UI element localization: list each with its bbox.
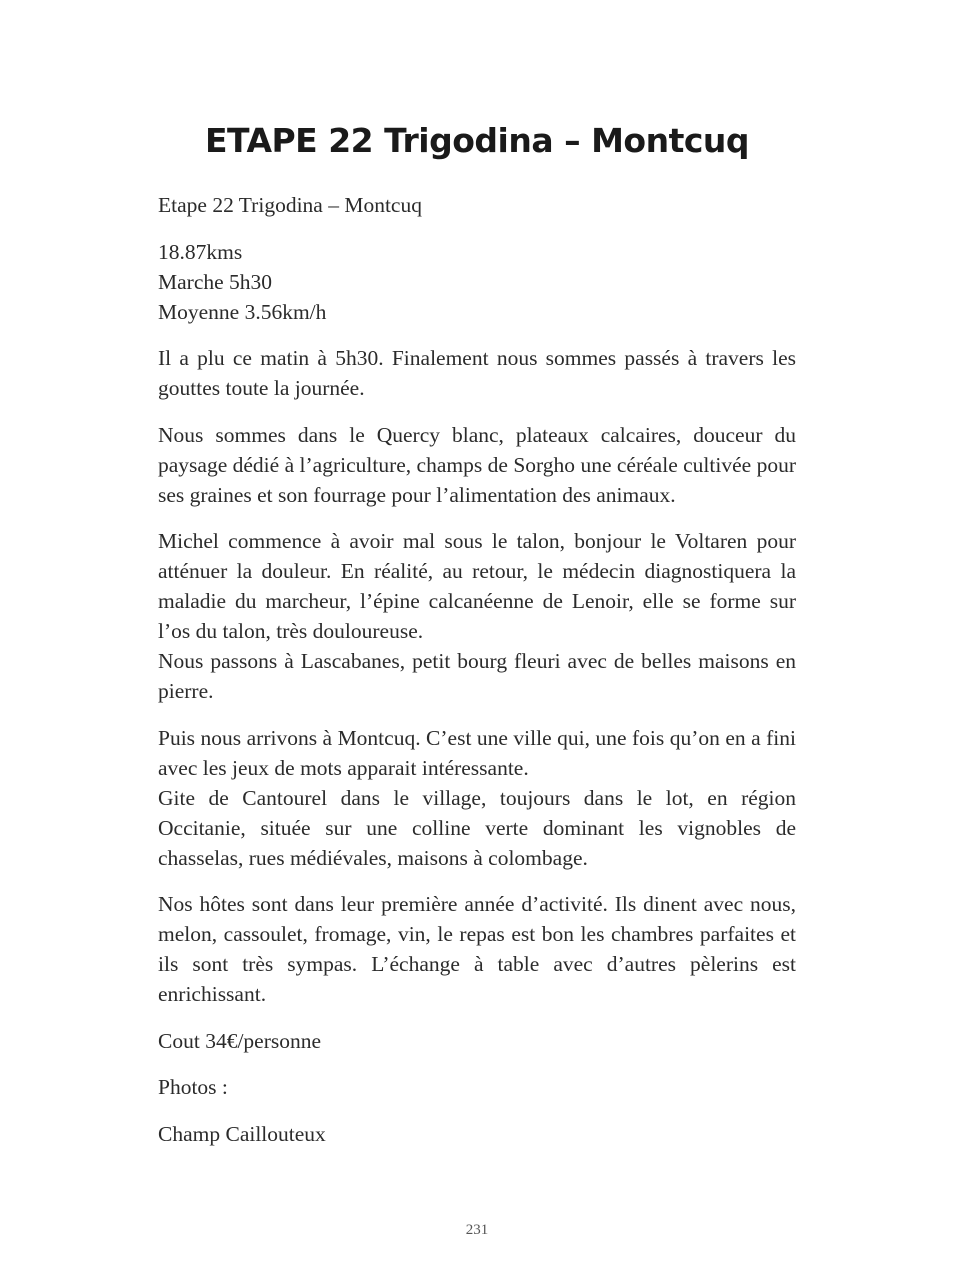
page-number: 231 (465, 1222, 489, 1238)
paragraph-hosts: Nos hôtes sont dans leur première année d’activité. Ils dinent avec nous, melon, cassoulet, fromage, vin, le repas est bon les chambres parfaites et ils sont très sympas. L’échange à table avec d’autres pèlerins est enrichissant. (158, 892, 796, 1006)
paragraph-lascabanes: Nous passons à Lascabanes, petit bourg fleuri avec de belles maisons en pierre. (158, 649, 796, 703)
subtitle: Etape 22 Trigodina – Montcuq (158, 193, 422, 217)
paragraph-gite: Gite de Cantourel dans le village, toujours dans le lot, en région Occitanie, située sur une colline verte dominant les vignobles de chasselas, rues médiévales, maisons à colombage. (158, 785, 796, 870)
page-title: ETAPE 22 Trigodina – Montcuq (204, 121, 750, 160)
document-body (158, 190, 796, 1165)
stat-distance: 18.87kms (158, 239, 243, 264)
paragraph-weather: Il a plu ce matin à 5h30. Finalement nous sommes passés à travers les gouttes toute la journée. (158, 346, 796, 400)
stat-average-speed: Moyenne 3.56km/h (158, 299, 327, 324)
stats-block (158, 237, 796, 327)
photo-caption: Champ Caillouteux (158, 1121, 326, 1146)
paragraph-montcuq-arrival: Puis nous arrivons à Montcuq. C’est une ville qui, une fois qu’on en a fini avec les jeux de mots apparait intéressante. (158, 725, 796, 780)
stat-walk-time: Marche 5h30 (158, 269, 273, 294)
cost-line: Cout 34€/personne (158, 1028, 322, 1053)
paragraph-michel (158, 526, 796, 706)
photos-label: Photos : (158, 1075, 228, 1099)
paragraph-montcuq (158, 723, 796, 873)
paragraph-michel-heel: Michel commence à avoir mal sous le talon, bonjour le Voltaren pour atténuer la douleur. En réalité, au retour, le médecin diagnostiquera la maladie du marcheur, l’épine calcanéenne de Lenoir, elle se forme sur l’os du talon, très douloureuse. (158, 529, 796, 643)
paragraph-landscape: Nous sommes dans le Quercy blanc, plateaux calcaires, douceur du paysage dédié à l’agriculture, champs de Sorgho une céréale cultivée pour ses graines et son fourrage pour l’alimentation des animaux. (158, 422, 796, 507)
